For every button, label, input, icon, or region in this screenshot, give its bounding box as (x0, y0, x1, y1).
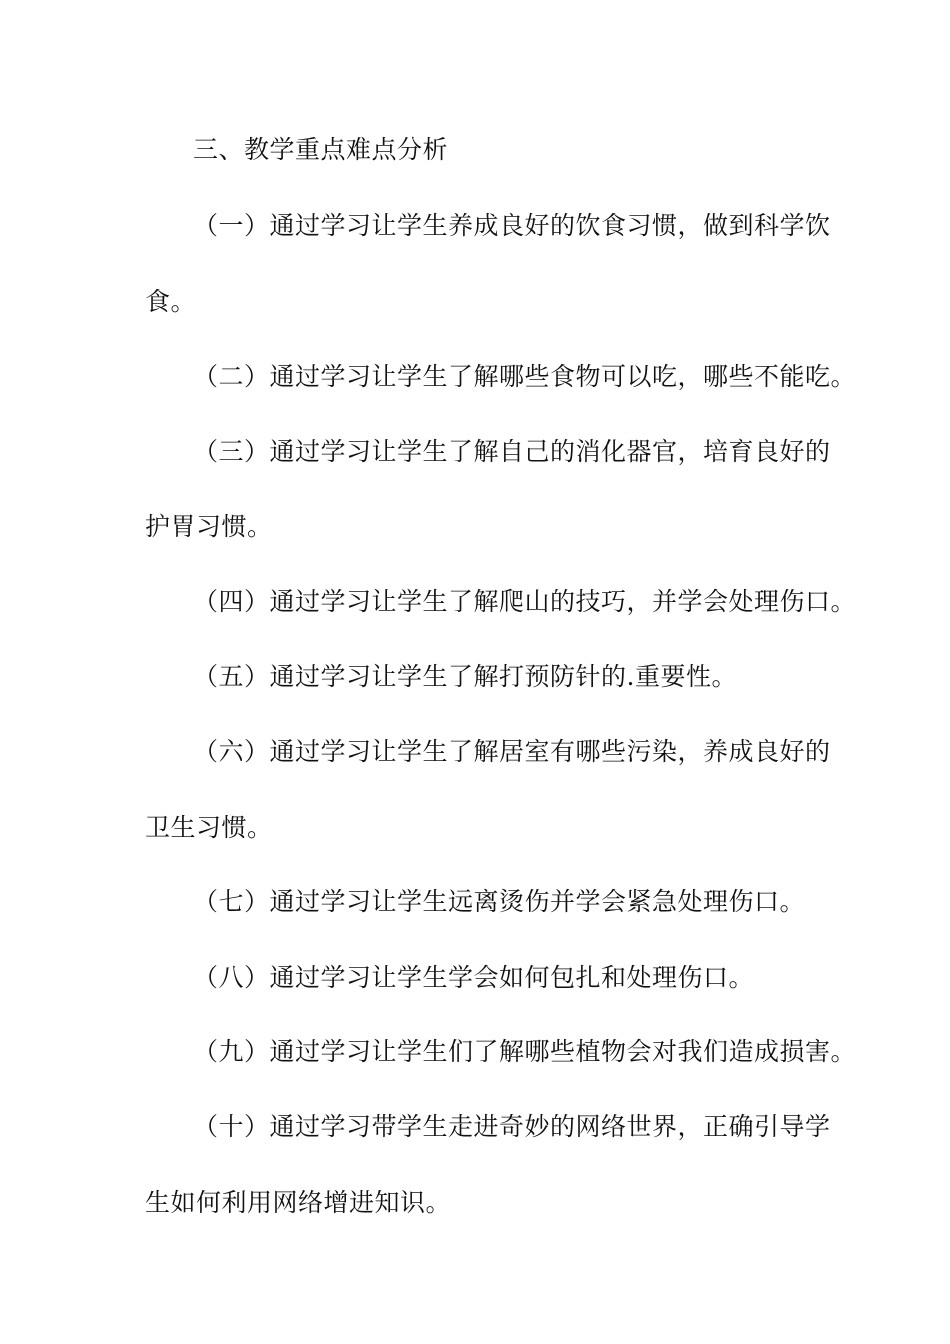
paragraph-line: 卫生习惯。 (145, 813, 273, 842)
paragraph-line: （九）通过学习让学生们了解哪些植物会对我们造成损害。 (193, 1037, 857, 1066)
paragraph-line: （六）通过学习让学生了解居室有哪些污染，养成良好的 (193, 737, 831, 766)
paragraph-line: （十）通过学习带学生走进奇妙的网络世界，正确引导学 (193, 1112, 831, 1141)
paragraph-line: （四）通过学习让学生了解爬山的技巧，并学会处理伤口。 (193, 587, 857, 616)
paragraph-line: （二）通过学习让学生了解哪些食物可以吃，哪些不能吃。 (193, 362, 857, 391)
paragraph-line: （八）通过学习让学生学会如何包扎和处理伤口。 (193, 963, 755, 992)
paragraph-line: （三）通过学习让学生了解自己的消化器官，培育良好的 (193, 437, 831, 466)
paragraph-line: 生如何利用网络增进知识。 (145, 1188, 452, 1217)
paragraph-line: 食。 (145, 287, 197, 316)
paragraph-line: （七）通过学习让学生远离烫伤并学会紧急处理伤口。 (193, 887, 806, 916)
section-heading: 三、教学重点难点分析 (193, 135, 449, 164)
paragraph-line: （五）通过学习让学生了解打预防针的.重要性。 (193, 662, 737, 691)
paragraph-line: 护胃习惯。 (145, 512, 273, 541)
paragraph-line: （一）通过学习让学生养成良好的饮食习惯，做到科学饮 (193, 211, 831, 240)
